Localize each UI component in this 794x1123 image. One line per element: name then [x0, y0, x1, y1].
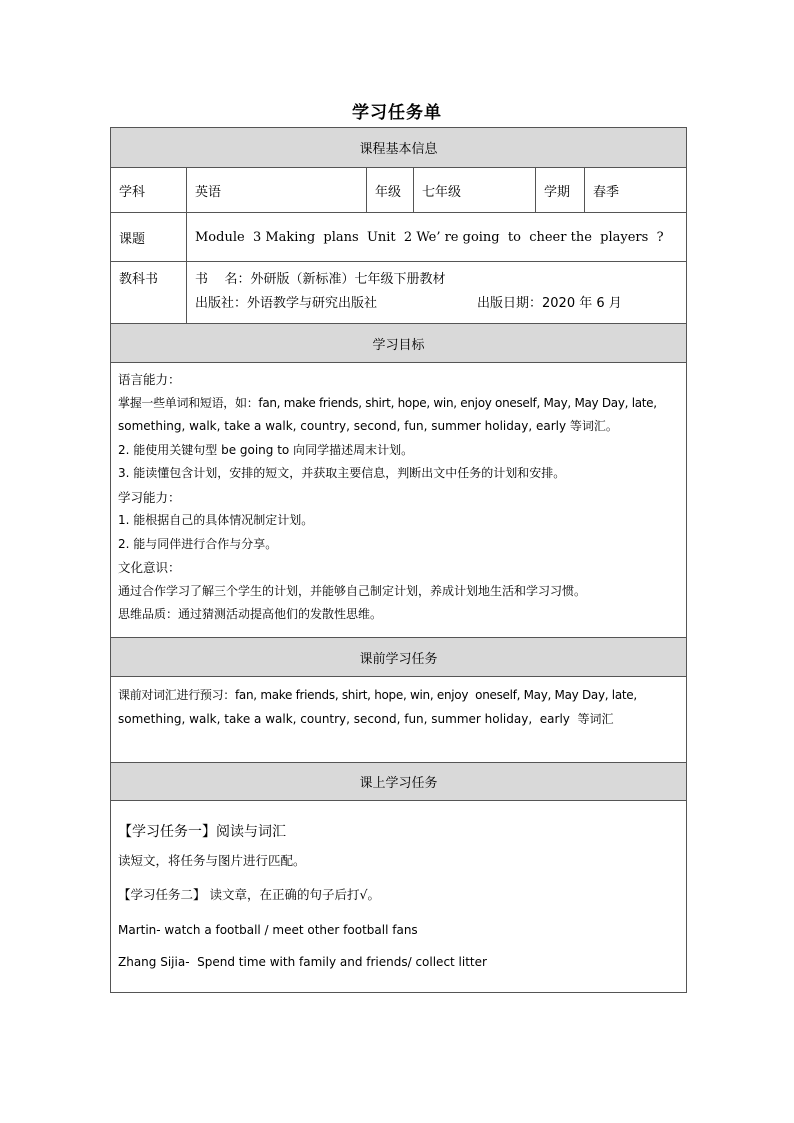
task-sheet-table — [110, 127, 687, 993]
page-title: 学习任务单 — [352, 103, 442, 123]
subject-row — [111, 168, 686, 213]
subject-value: 英语 — [187, 168, 367, 212]
objective-line: 思维品质：通过猜测活动提高他们的发散性思维。 — [118, 607, 383, 621]
textbook-pub-date: 出版日期：2020 年 6 月 — [477, 296, 622, 311]
textbook-info — [187, 262, 686, 323]
objectives-body — [111, 363, 686, 638]
textbook-publisher: 出版社：外语教学与研究出版社 — [195, 296, 378, 311]
objective-line: 2. 能与同伴进行合作与分享。 — [118, 536, 278, 551]
objective-line: 掌握一些单词和短语，如：fan, make friends, shirt, hope, win, enjoy oneself, May, May Day, late, — [118, 395, 657, 410]
objective-line: 学习能力： — [118, 489, 181, 505]
topic-value: Module 3 Making plans Unit 2 We’ re going to cheer the players ? — [195, 229, 664, 245]
preclass-line: something, walk, take a walk, country, second, fun, summer holiday, early 等词汇 — [118, 712, 614, 726]
grade-label: 年级 — [367, 168, 414, 212]
objective-line: 2. 能使用关键句型 be going to 向同学描述周末计划。 — [118, 442, 414, 457]
task2-item: Martin- watch a football / meet other football fans — [118, 923, 418, 937]
preclass-header-text: 课前学习任务 — [359, 651, 438, 667]
objective-line: 1. 能根据自己的具体情况制定计划。 — [118, 513, 314, 527]
term-value: 春季 — [593, 184, 620, 200]
task2-item: Zhang Sijia- Spend time with family and friends/ collect litter — [118, 955, 487, 969]
grade-value: 七年级 — [414, 168, 536, 212]
objective-line: 语言能力： — [118, 372, 181, 387]
textbook-title-line: 书 名：外研版（新标准）七年级下册教材 — [195, 272, 446, 287]
textbook-row — [111, 262, 686, 324]
textbook-label: 教科书 — [111, 262, 187, 323]
preclass-body — [111, 677, 686, 763]
inclass-header-text: 课上学习任务 — [359, 776, 438, 791]
term-label: 学期 — [536, 168, 585, 212]
task1-desc: 读短文，将任务与图片进行匹配。 — [118, 853, 306, 868]
topic-label: 课题 — [111, 213, 187, 261]
task2-title: 【学习任务二】 读文章，在正确的句子后打√。 — [118, 887, 380, 902]
preclass-header — [111, 638, 686, 677]
objectives-header-text: 学习目标 — [372, 337, 425, 353]
objective-line: 通过合作学习了解三个学生的计划，并能够自己制定计划，养成计划地生活和学习习惯。 — [118, 583, 587, 598]
textbook-publisher-line — [195, 292, 686, 316]
inclass-body — [111, 801, 686, 992]
objective-line: 文化意识： — [118, 560, 181, 575]
preclass-line: 课前对词汇进行预习：fan, make friends, shirt, hope, win, enjoy oneself, May, May Day, late, — [118, 688, 637, 702]
objectives-header — [111, 324, 686, 363]
objective-line: something, walk, take a walk, country, second, fun, summer holiday, early 等词汇。 — [118, 419, 618, 433]
objective-line: 3. 能读懂包含计划，安排的短文，并获取主要信息，判断出文中任务的计划和安排。 — [118, 466, 566, 480]
basic-info-header-text: 课程基本信息 — [359, 142, 438, 157]
subject-label: 学科 — [111, 168, 187, 212]
topic-row — [111, 213, 686, 262]
basic-info-header — [111, 128, 686, 168]
inclass-header — [111, 763, 686, 801]
task1-title: 【学习任务一】阅读与词汇 — [118, 824, 286, 840]
